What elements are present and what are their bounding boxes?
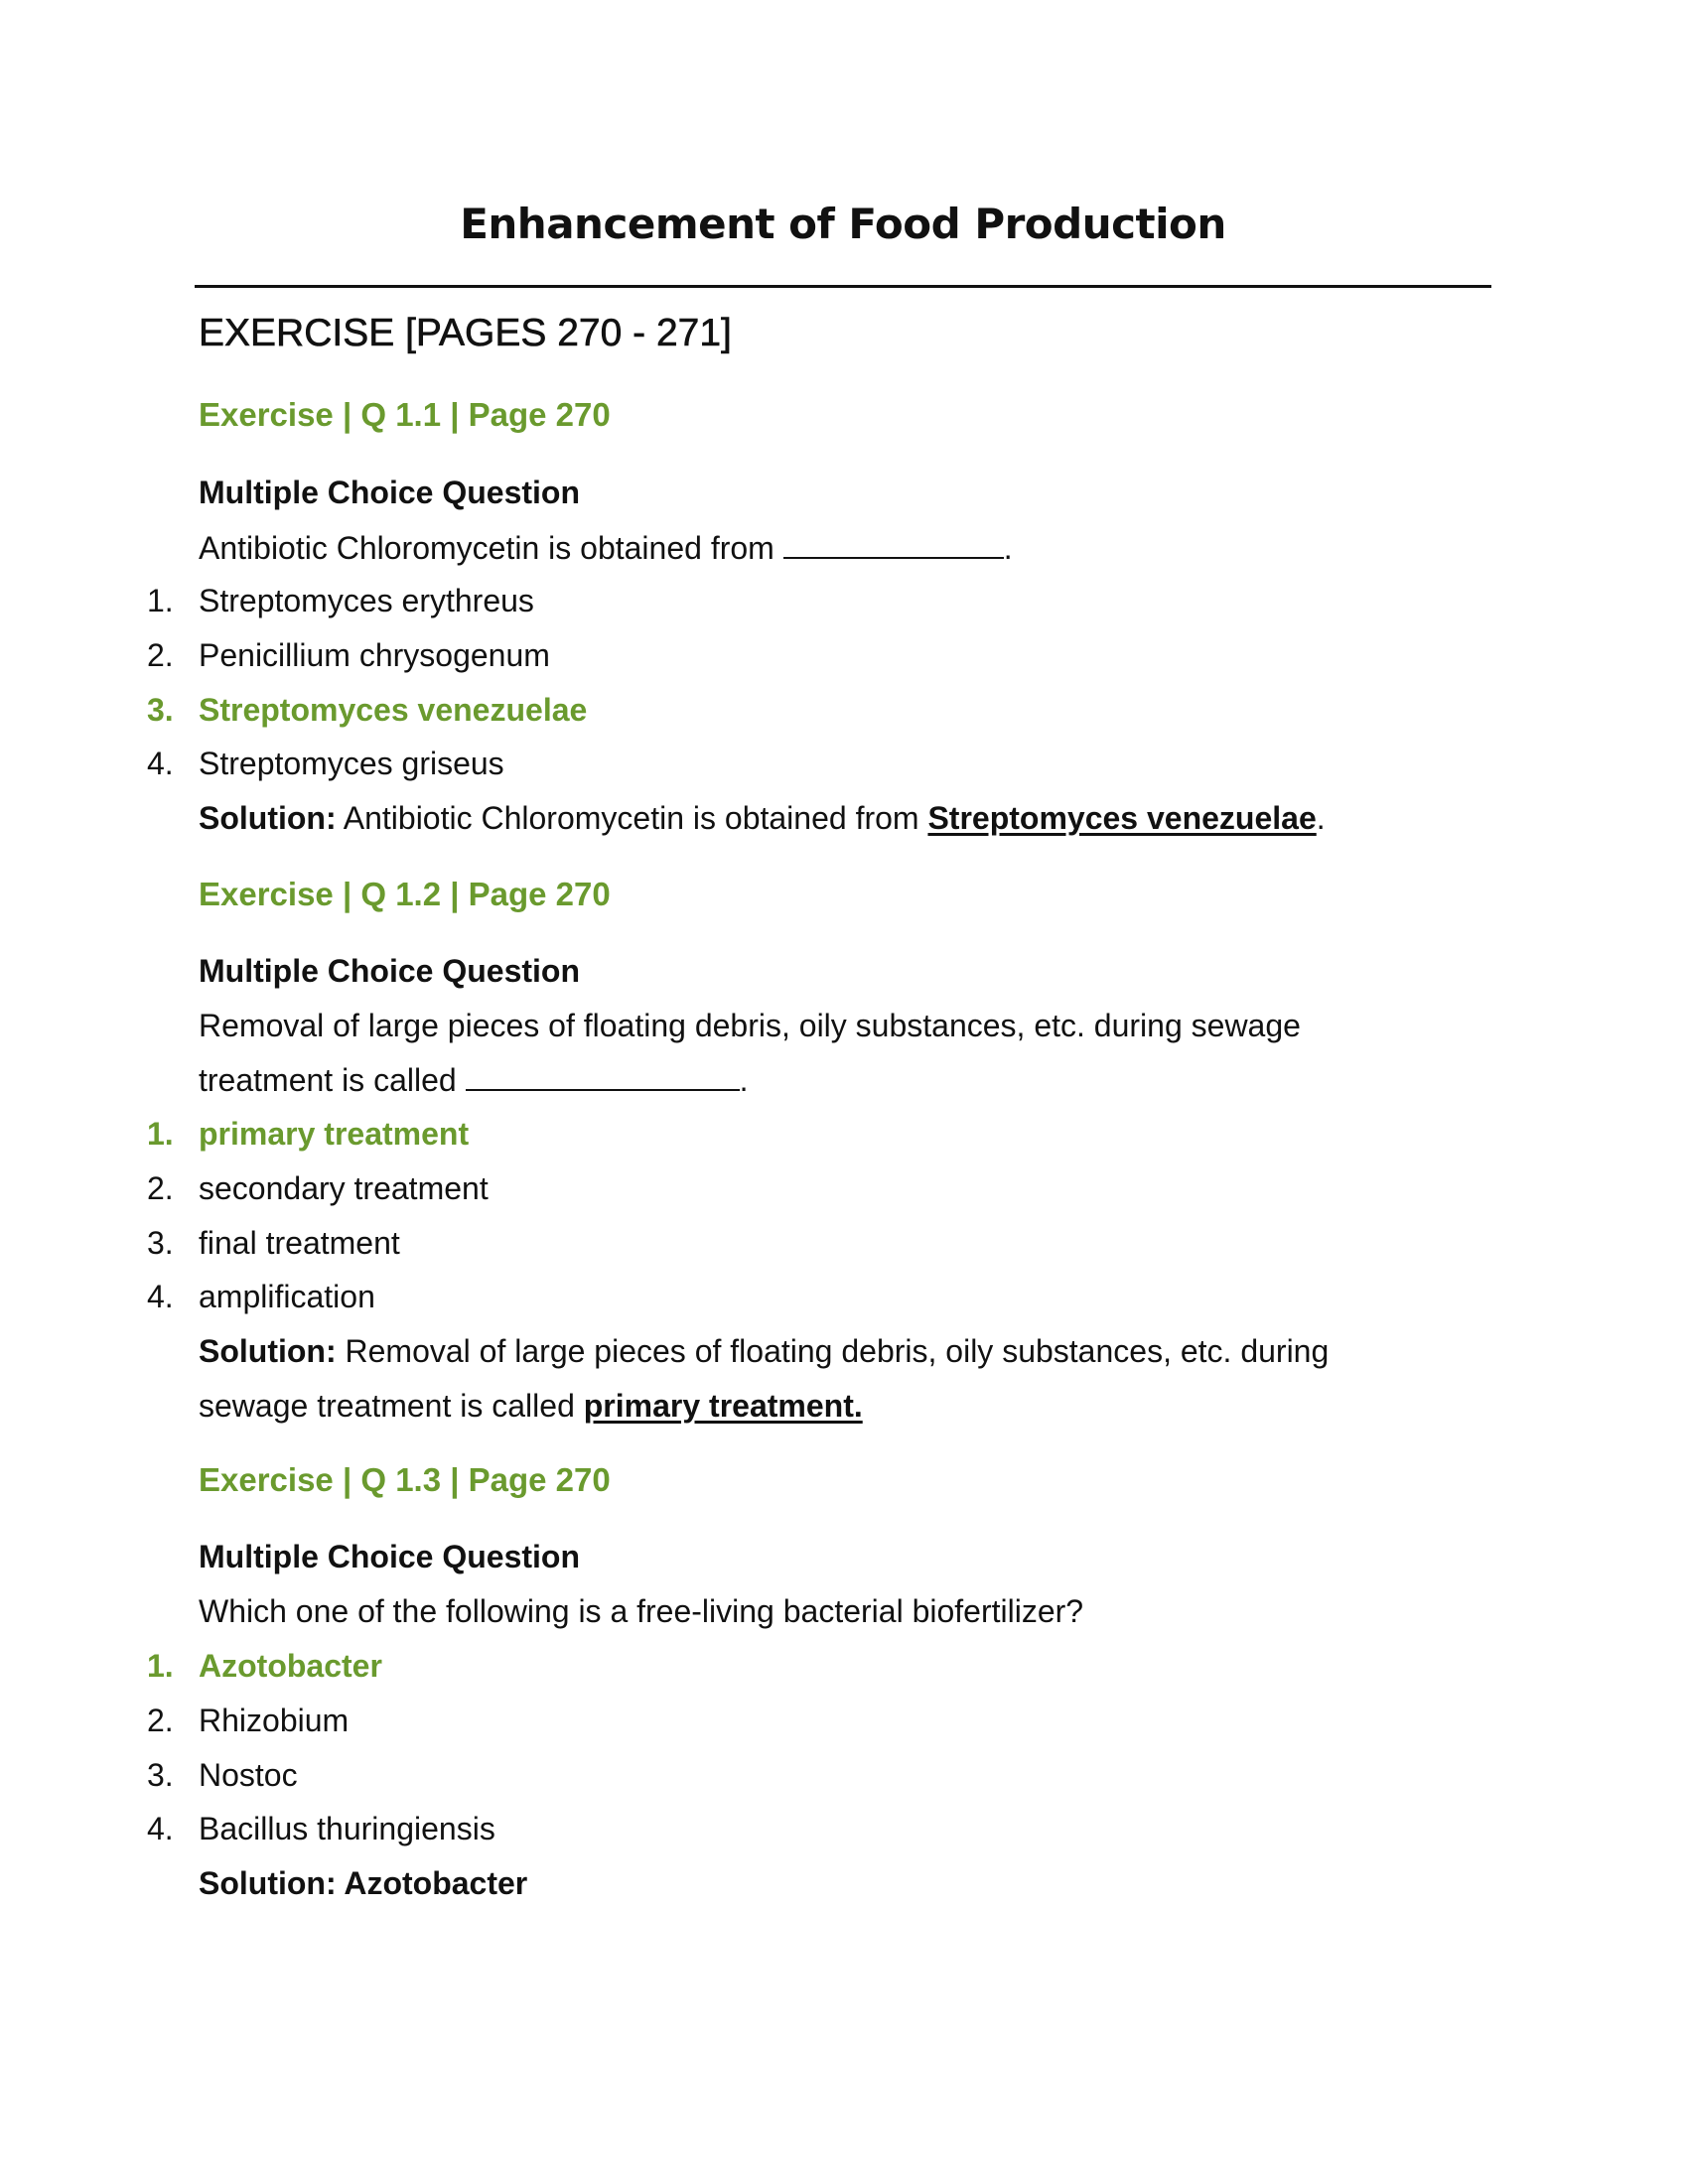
option-1 <box>147 581 534 620</box>
option-text: final treatment <box>199 1225 400 1261</box>
answer-blank <box>783 527 1004 559</box>
option-number: 1. <box>147 1116 174 1152</box>
option-1-correct <box>147 1646 382 1686</box>
solution-text: Removal of large pieces of floating debris, oily substances, etc. during sewage treatment is called <box>199 1333 1330 1424</box>
option-number: 4. <box>147 746 174 781</box>
solution-answer: primary treatment. <box>583 1388 863 1424</box>
solution-label: Solution: <box>199 1333 337 1369</box>
answer-blank <box>466 1059 740 1091</box>
option-text: primary treatment <box>199 1116 470 1152</box>
exercise-label-q1-2: Exercise | Q 1.2 | Page 270 <box>199 876 611 912</box>
solution-label: Solution: Azotobacter <box>199 1865 528 1901</box>
title-divider <box>195 285 1491 288</box>
question-text-tail: . <box>739 1062 749 1098</box>
option-4 <box>147 1277 375 1316</box>
option-number: 3. <box>147 1225 174 1261</box>
option-number: 2. <box>147 1170 174 1206</box>
question-text: Which one of the following is a free-living bacterial biofertilizer? <box>199 1593 1084 1629</box>
option-text: Streptomyces griseus <box>199 746 504 781</box>
option-text: Rhizobium <box>199 1703 350 1738</box>
option-1-correct <box>147 1114 469 1154</box>
solution <box>199 1324 1390 1433</box>
question-text <box>199 527 1489 568</box>
question-text-lead: Removal of large pieces of floating debris, oily substances, etc. during sewage treatment is called <box>199 1008 1301 1098</box>
solution <box>199 1856 1489 1911</box>
option-2 <box>147 1701 349 1740</box>
solution-answer: Streptomyces venezuelae <box>927 800 1317 836</box>
option-number: 1. <box>147 1648 174 1684</box>
option-number: 1. <box>147 583 174 618</box>
option-number: 3. <box>147 1757 174 1793</box>
option-3 <box>147 1755 298 1795</box>
option-text: Streptomyces erythreus <box>199 583 534 618</box>
question-type-label: Multiple Choice Question <box>199 1539 581 1574</box>
option-3 <box>147 1223 400 1263</box>
option-text: Nostoc <box>199 1757 298 1793</box>
question-text-lead: Antibiotic Chloromycetin is obtained from <box>199 530 774 566</box>
page-title: Enhancement of Food Production <box>460 200 1226 248</box>
solution <box>199 791 1489 846</box>
option-4 <box>147 1809 495 1848</box>
option-number: 3. <box>147 692 174 728</box>
option-2 <box>147 1168 489 1208</box>
option-text: Penicillium chrysogenum <box>199 637 550 673</box>
option-number: 4. <box>147 1279 174 1314</box>
option-number: 2. <box>147 637 174 673</box>
option-text: Streptomyces venezuelae <box>199 692 588 728</box>
option-text: Azotobacter <box>199 1648 382 1684</box>
option-number: 2. <box>147 1703 174 1738</box>
option-2 <box>147 635 550 675</box>
option-3-correct <box>147 690 587 730</box>
option-4 <box>147 744 504 783</box>
solution-label: Solution: <box>199 800 337 836</box>
question-text-tail: . <box>1003 530 1013 566</box>
option-text: Bacillus thuringiensis <box>199 1811 495 1846</box>
question-type-label: Multiple Choice Question <box>199 953 581 989</box>
exercise-label-q1-3: Exercise | Q 1.3 | Page 270 <box>199 1461 611 1498</box>
option-text: secondary treatment <box>199 1170 489 1206</box>
exercise-label-q1-1: Exercise | Q 1.1 | Page 270 <box>199 396 611 433</box>
solution-tail: . <box>1316 800 1326 836</box>
section-heading: EXERCISE [PAGES 270 - 271] <box>199 312 732 354</box>
option-text: amplification <box>199 1279 375 1314</box>
question-text <box>199 999 1410 1108</box>
question-type-label: Multiple Choice Question <box>199 475 581 510</box>
option-number: 4. <box>147 1811 174 1846</box>
solution-text: Antibiotic Chloromycetin is obtained from <box>336 800 928 836</box>
